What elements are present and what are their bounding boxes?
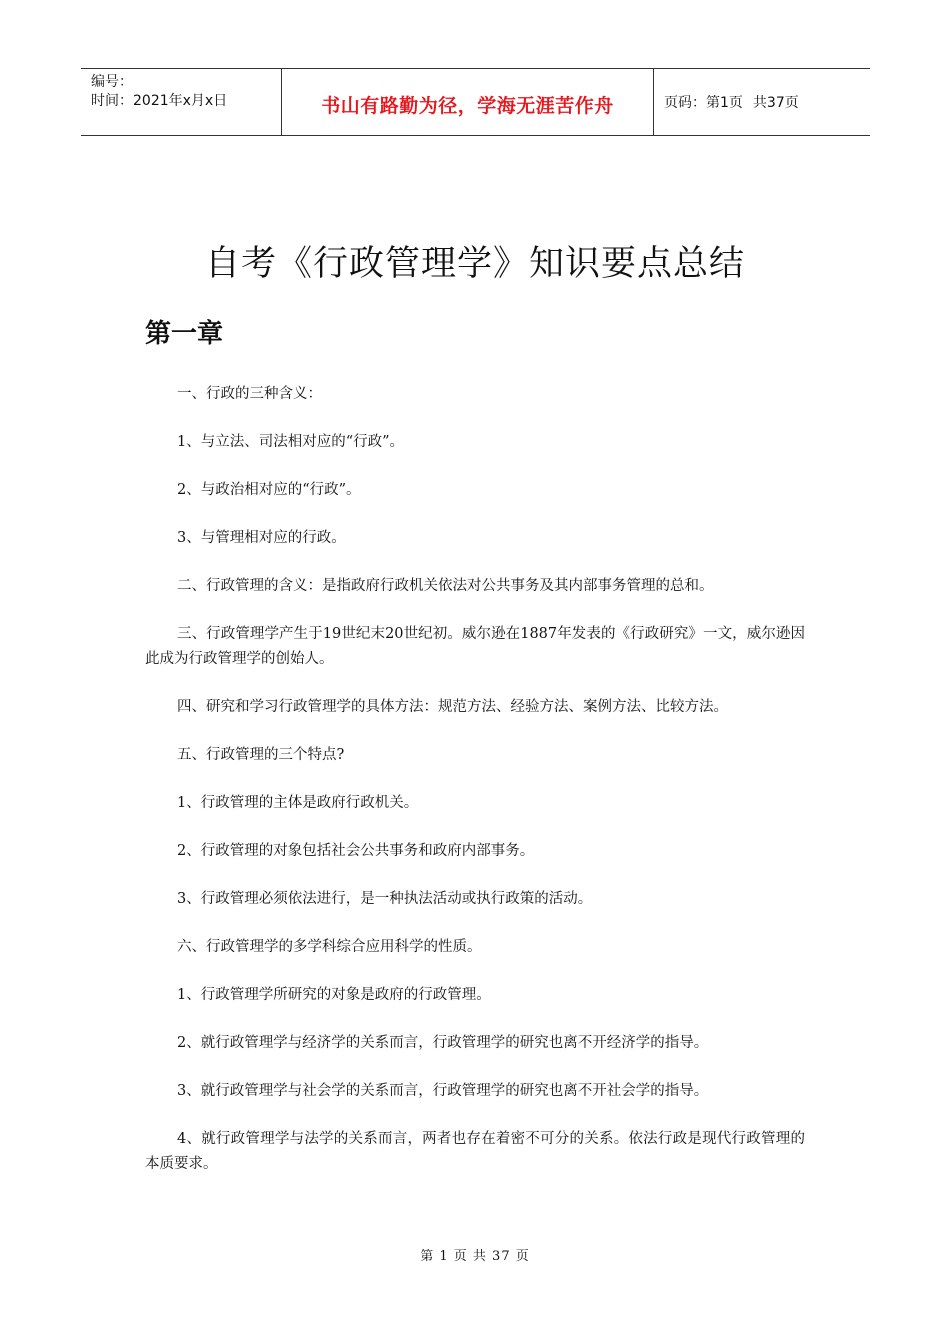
paragraph: 1、行政管理的主体是政府行政机关。 bbox=[177, 795, 419, 811]
header-table bbox=[81, 68, 870, 136]
document-title: 自考《行政管理学》知识要点总结 bbox=[204, 244, 745, 284]
paragraph: 五、行政管理的三个特点? bbox=[177, 747, 345, 763]
header-motto-cell bbox=[282, 69, 654, 135]
header-motto: 书山有路勤为径，学海无涯苦作舟 bbox=[321, 94, 614, 117]
paragraph: 四、研究和学习行政管理学的具体方法：规范方法、经验方法、案例方法、比较方法。 bbox=[177, 699, 728, 715]
paragraph: 3、与管理相对应的行政。 bbox=[177, 530, 346, 546]
header-info-cell bbox=[81, 69, 282, 135]
paragraph: 2、行政管理的对象包括社会公共事务和政府内部事务。 bbox=[177, 843, 535, 859]
header-total-label: 共37页 bbox=[752, 95, 799, 111]
header-page-label: 页码：第1页 bbox=[664, 95, 743, 111]
paragraph: 4、就行政管理学与法学的关系而言，两者也存在着密不可分的关系。依法行政是现代行政管理的本质要求。 bbox=[145, 1131, 805, 1172]
paragraph: 2、与政治相对应的“行政”。 bbox=[177, 482, 361, 498]
header-page-cell bbox=[654, 69, 870, 135]
paragraph: 3、行政管理必须依法进行，是一种执法活动或执行政策的活动。 bbox=[177, 891, 593, 907]
paragraph: 1、行政管理学所研究的对象是政府的行政管理。 bbox=[177, 987, 491, 1003]
doc-number-label: 编号： bbox=[91, 74, 133, 90]
doc-time-label: 时间：2021年x月x日 bbox=[91, 93, 228, 109]
paragraph: 3、就行政管理学与社会学的关系而言，行政管理学的研究也离不开社会学的指导。 bbox=[177, 1083, 709, 1099]
paragraph: 六、行政管理学的多学科综合应用科学的性质。 bbox=[177, 939, 482, 955]
page-footer: 第 1 页 共 37 页 bbox=[420, 1249, 530, 1264]
paragraph: 1、与立法、司法相对应的“行政”。 bbox=[177, 434, 405, 450]
paragraph: 2、就行政管理学与经济学的关系而言，行政管理学的研究也离不开经济学的指导。 bbox=[177, 1035, 709, 1051]
document-body bbox=[145, 382, 805, 1200]
paragraph: 三、行政管理学产生于19世纪末20世纪初。威尔逊在1887年发表的《行政研究》一文，威尔逊因此成为行政管理学的创始人。 bbox=[145, 626, 805, 667]
paragraph: 一、行政的三种含义： bbox=[177, 386, 322, 402]
chapter-heading: 第一章 bbox=[145, 319, 224, 349]
paragraph: 二、行政管理的含义：是指政府行政机关依法对公共事务及其内部事务管理的总和。 bbox=[177, 578, 714, 594]
